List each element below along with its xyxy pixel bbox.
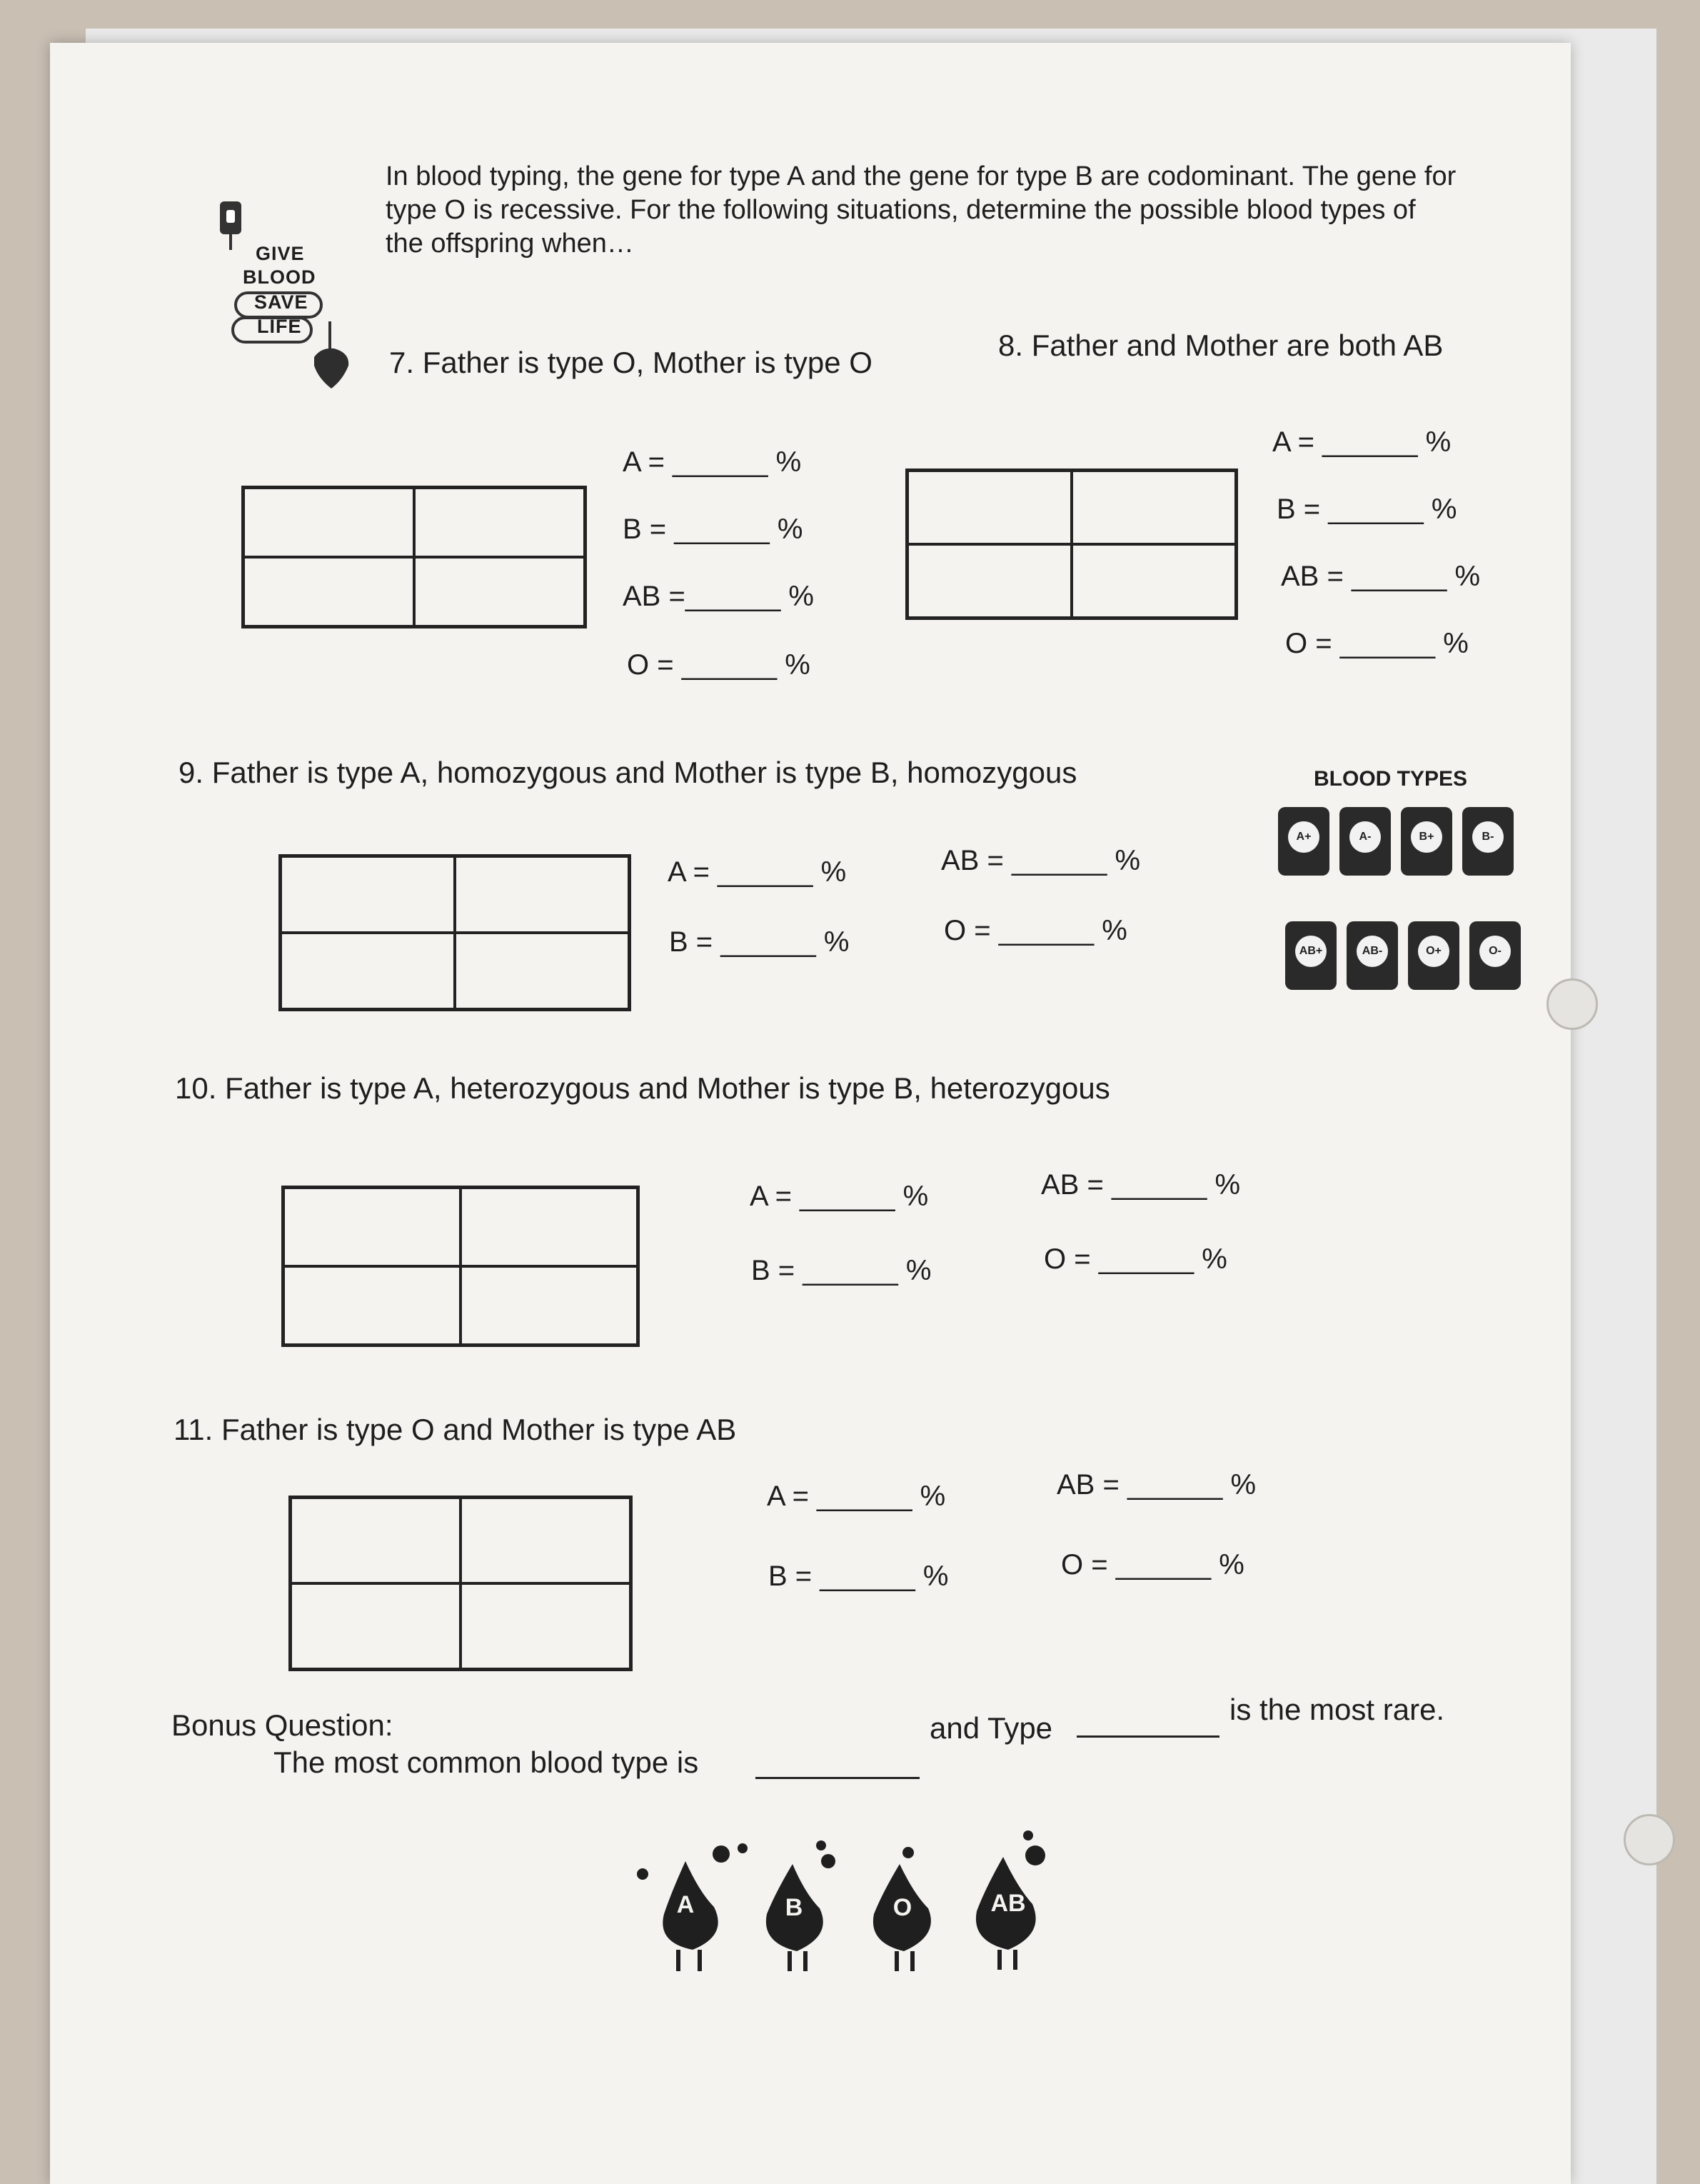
- punnett-cell: [461, 1188, 638, 1266]
- q11-a-answer: A = ______ %: [767, 1481, 946, 1512]
- q8-ab-answer: AB = ______ %: [1281, 561, 1481, 592]
- punnett-cell: [414, 557, 585, 626]
- bonus-common-blank[interactable]: [755, 1748, 920, 1779]
- logo-line-save: SAVE: [254, 291, 308, 313]
- punnett-cell: [243, 488, 414, 557]
- bonus-rare-blank[interactable]: [1077, 1707, 1219, 1738]
- q7-punnett-square: [241, 486, 587, 628]
- q8-b-answer: B = ______ %: [1277, 494, 1457, 525]
- q9-punnett-square: [278, 854, 631, 1011]
- q11-b-answer: B = ______ %: [768, 1561, 949, 1592]
- punnett-cell: [283, 1266, 461, 1345]
- q10-punnett-square: [281, 1186, 640, 1347]
- q11-ab-answer: AB = ______ %: [1057, 1469, 1257, 1501]
- mascot-b-label: B: [785, 1894, 803, 1921]
- q8-a-answer: A = ______ %: [1272, 426, 1452, 458]
- q7-a-answer: A = ______ %: [623, 446, 802, 478]
- binder-hole: [1546, 978, 1598, 1030]
- q10-a-answer: A = ______ %: [750, 1181, 929, 1212]
- q7-title: 7. Father is type O, Mother is type O: [389, 346, 872, 379]
- punnett-cell: [1072, 471, 1236, 544]
- punnett-cell: [461, 1498, 630, 1583]
- punnett-cell: [243, 557, 414, 626]
- punnett-cell: [907, 544, 1072, 618]
- blood-bag-o-pos-icon: O+: [1408, 921, 1459, 990]
- q11-title: 11. Father is type O and Mother is type AB: [173, 1413, 737, 1446]
- punnett-cell: [283, 1188, 461, 1266]
- blood-bag-b-neg-icon: B-: [1462, 807, 1514, 876]
- punnett-cell: [291, 1498, 461, 1583]
- q9-b-answer: B = ______ %: [669, 926, 850, 958]
- q9-ab-answer: AB = ______ %: [941, 845, 1141, 876]
- q7-ab-answer: AB =______ %: [623, 581, 814, 612]
- blood-bag-a-neg-icon: A-: [1339, 807, 1391, 876]
- punnett-cell: [455, 933, 629, 1009]
- q7-b-answer: B = ______ %: [623, 514, 803, 545]
- punnett-cell: [291, 1583, 461, 1669]
- q10-b-answer: B = ______ %: [751, 1255, 932, 1286]
- q8-title: 8. Father and Mother are both AB: [998, 329, 1444, 362]
- q9-a-answer: A = ______ %: [668, 856, 847, 888]
- blood-bag-ab-pos-icon: AB+: [1285, 921, 1337, 990]
- q10-o-answer: O = ______ %: [1044, 1243, 1227, 1275]
- q9-title: 9. Father is type A, homozygous and Mother is type B, homozygous: [178, 756, 1077, 789]
- intro-paragraph: In blood typing, the gene for type A and the gene for type B are codominant. The gene for type O is recessive. For the following situations, determine the possible blood types of the offspring when…: [386, 161, 1457, 259]
- q10-title: 10. Father is type A, heterozygous and Mother is type B, heterozygous: [175, 1071, 1110, 1105]
- q11-o-answer: O = ______ %: [1061, 1549, 1244, 1581]
- punnett-cell: [1072, 544, 1236, 618]
- punnett-cell: [907, 471, 1072, 544]
- blood-types-title: BLOOD TYPES: [1314, 767, 1468, 791]
- blood-bag-o-neg-icon: O-: [1469, 921, 1521, 990]
- blood-bag-ab-neg-icon: AB-: [1347, 921, 1398, 990]
- punnett-cell: [414, 488, 585, 557]
- blood-bag-b-pos-icon: B+: [1401, 807, 1452, 876]
- punnett-cell: [461, 1266, 638, 1345]
- logo-line-give: GIVE: [256, 243, 305, 264]
- mascot-a-label: A: [676, 1891, 695, 1918]
- q10-ab-answer: AB = ______ %: [1041, 1169, 1241, 1201]
- mascot-o-label: O: [892, 1894, 912, 1921]
- logo-line-life: LIFE: [257, 316, 302, 337]
- blood-drop-mascots-icon: [614, 1828, 1071, 1993]
- bonus-and-type-text: and Type: [930, 1711, 1053, 1745]
- punnett-cell: [281, 856, 455, 933]
- bonus-common-text: The most common blood type is: [273, 1745, 699, 1779]
- punnett-cell: [281, 933, 455, 1009]
- punnett-cell: [455, 856, 629, 933]
- bonus-label: Bonus Question:: [171, 1708, 393, 1742]
- logo-line-blood: BLOOD: [243, 266, 316, 288]
- blood-bag-a-pos-icon: A+: [1278, 807, 1329, 876]
- q11-punnett-square: [288, 1496, 633, 1671]
- punnett-cell: [461, 1583, 630, 1669]
- q8-punnett-square: [905, 469, 1238, 620]
- q9-o-answer: O = ______ %: [944, 915, 1127, 946]
- binder-hole: [1624, 1814, 1675, 1865]
- mascot-ab-label: AB: [990, 1890, 1026, 1917]
- q8-o-answer: O = ______ %: [1285, 628, 1469, 659]
- bonus-rare-text: is the most rare.: [1229, 1693, 1445, 1726]
- q7-o-answer: O = ______ %: [627, 649, 810, 681]
